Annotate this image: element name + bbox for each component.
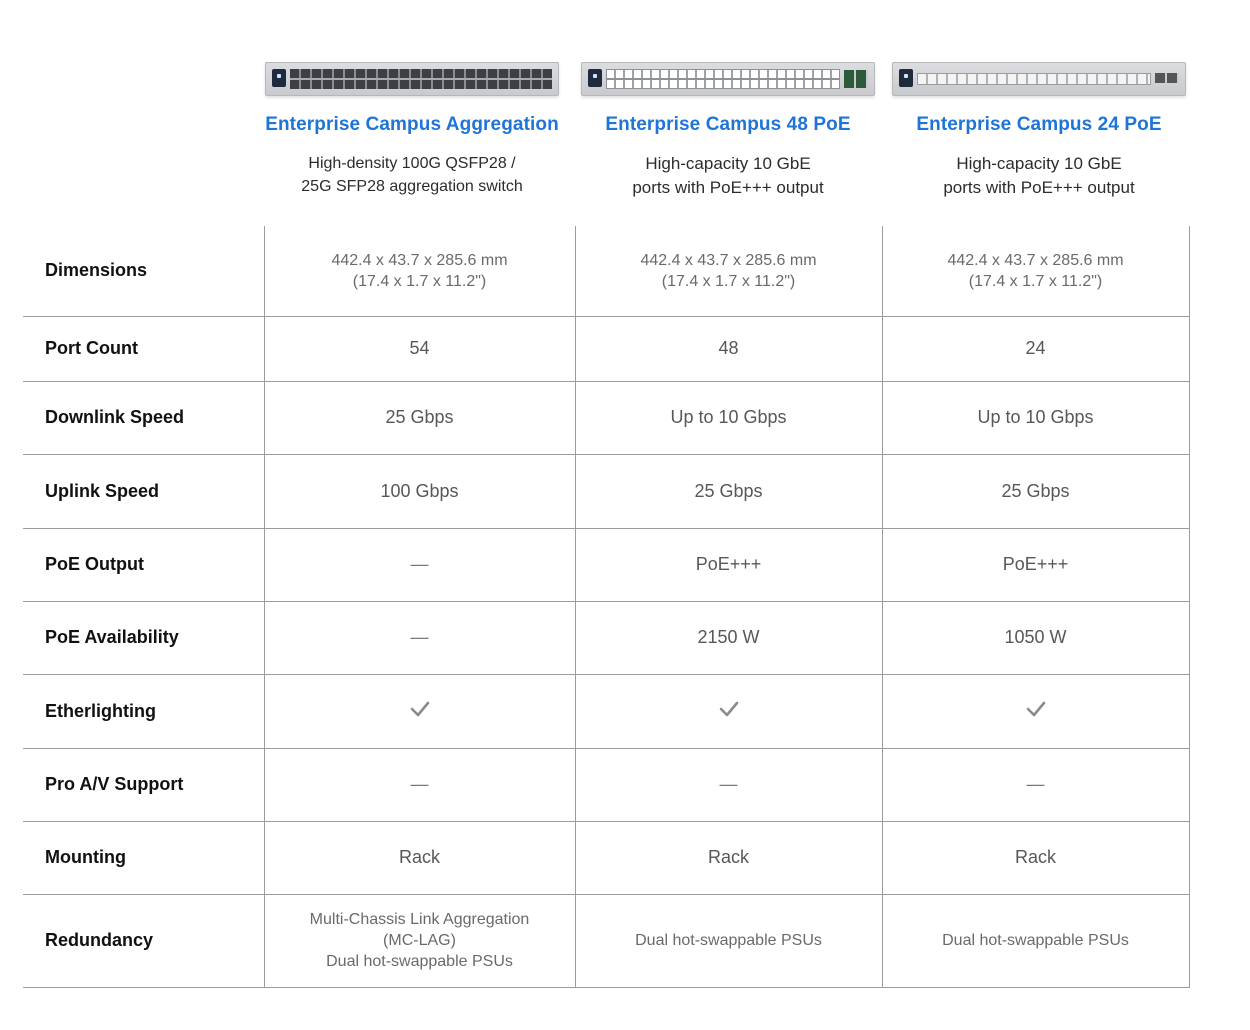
table-cell: Up to 10 Gbps [575,381,882,454]
check-icon [1026,701,1046,717]
table-cell: — [264,528,575,601]
cell-line: (17.4 x 1.7 x 11.2") [968,272,1103,290]
table-row [23,316,1189,381]
table-cell: — [264,748,575,821]
product-description [578,152,878,200]
spec-comparison-table [23,226,1190,988]
table-cell: 2150 W [575,601,882,674]
table-cell: — [264,601,575,674]
table-cell [575,226,882,316]
table-cell [264,894,575,987]
row-label: PoE Output [23,528,264,601]
row-label: Dimensions [23,226,264,316]
table-cell: Rack [575,821,882,894]
cell-line: 442.4 x 43.7 x 285.6 mm [331,251,508,269]
rj45-ports-graphic [917,73,1151,85]
cell-line: (MC-LAG) [383,932,456,949]
table-cell: — [882,748,1189,821]
table-cell: PoE+++ [575,528,882,601]
table-cell: 1050 W [882,601,1189,674]
table-cell: 100 Gbps [264,454,575,528]
table-cell: PoE+++ [882,528,1189,601]
table-row [23,226,1189,316]
cell-line: Multi-Chassis Link Aggregation [309,911,530,928]
sfp-uplinks-graphic [844,70,868,88]
product-column-aggregation [262,62,562,198]
table-cell: Rack [882,821,1189,894]
row-label: Pro A/V Support [23,748,264,821]
table-cell [575,674,882,748]
table-cell: Up to 10 Gbps [882,381,1189,454]
description-line: ports with PoE+++ output [943,178,1135,197]
table-cell: 25 Gbps [575,454,882,528]
cell-line: (17.4 x 1.7 x 11.2") [352,272,487,290]
cell-line: Dual hot-swappable PSUs [942,932,1129,949]
table-cell: Rack [264,821,575,894]
product-description [889,152,1189,200]
cell-line: Dual hot-swappable PSUs [635,932,822,949]
table-cell: 24 [882,316,1189,381]
cell-line: 442.4 x 43.7 x 285.6 mm [947,251,1124,269]
row-label: Uplink Speed [23,454,264,528]
sfp-ports-graphic [290,69,552,89]
sfp-uplinks-graphic [1155,73,1179,83]
table-row [23,381,1189,454]
row-label: PoE Availability [23,601,264,674]
row-label: Mounting [23,821,264,894]
description-line: High-capacity 10 GbE [645,154,811,173]
row-label: Downlink Speed [23,381,264,454]
table-cell: — [575,748,882,821]
table-row [23,821,1189,894]
switch-aggregation-image [265,62,559,96]
table-row [23,748,1189,821]
description-line: ports with PoE+++ output [632,178,824,197]
row-label: Etherlighting [23,674,264,748]
description-line: High-capacity 10 GbE [956,154,1122,173]
table-cell: 54 [264,316,575,381]
unifi-logo-icon [588,69,602,87]
table-cell [575,894,882,987]
cell-line: Dual hot-swappable PSUs [326,953,513,970]
switch-24-poe-image [892,62,1186,96]
cell-line: 442.4 x 43.7 x 285.6 mm [640,251,817,269]
unifi-logo-icon [899,69,913,87]
product-description [262,152,562,198]
table-cell [264,226,575,316]
table-cell [882,674,1189,748]
table-cell: 48 [575,316,882,381]
product-name[interactable]: Enterprise Campus 24 PoE [916,114,1162,135]
check-icon [719,701,739,717]
product-column-48-poe [578,62,878,200]
cell-line: (17.4 x 1.7 x 11.2") [661,272,796,290]
check-icon [410,701,430,717]
table-cell [882,894,1189,987]
description-line: High-density 100G QSFP28 / [308,155,516,172]
unifi-logo-icon [272,69,286,87]
table-row [23,894,1189,987]
switch-48-poe-image [581,62,875,96]
row-label: Redundancy [23,894,264,987]
row-label: Port Count [23,316,264,381]
table-row [23,454,1189,528]
description-line: 25G SFP28 aggregation switch [301,178,523,195]
table-cell [882,226,1189,316]
product-column-24-poe [889,62,1189,200]
table-row [23,601,1189,674]
product-name[interactable]: Enterprise Campus Aggregation [265,114,559,135]
table-cell [264,674,575,748]
table-row [23,674,1189,748]
table-cell: 25 Gbps [882,454,1189,528]
table-cell: 25 Gbps [264,381,575,454]
table-row [23,528,1189,601]
product-name[interactable]: Enterprise Campus 48 PoE [605,114,851,135]
rj45-ports-graphic [606,69,840,89]
